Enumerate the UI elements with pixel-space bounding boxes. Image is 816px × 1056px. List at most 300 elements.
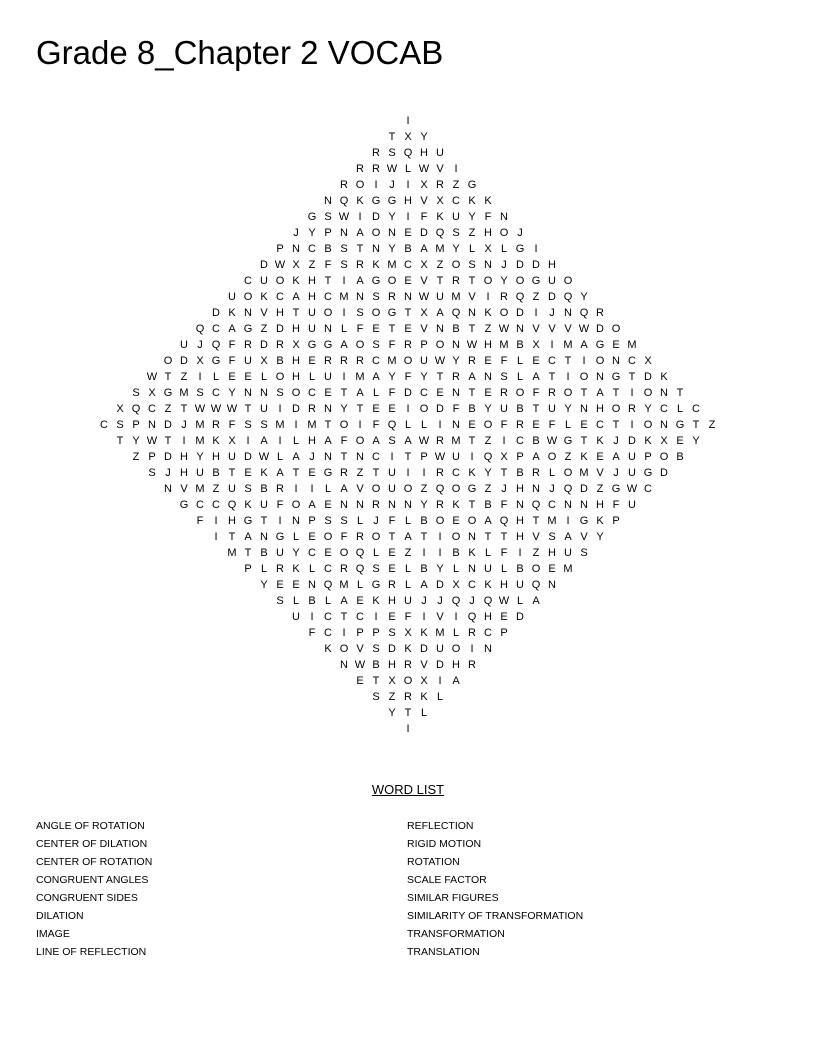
grid-letter: G	[163, 387, 173, 399]
grid-letter: E	[372, 323, 380, 335]
grid-letter: I	[406, 403, 410, 415]
grid-letter: I	[406, 179, 410, 191]
grid-letter: Q	[403, 147, 413, 159]
grid-letter: A	[244, 531, 252, 543]
grid-letter: X	[452, 579, 460, 591]
grid-letter: V	[420, 323, 428, 335]
grid-letter: T	[500, 467, 508, 479]
grid-letter: O	[323, 531, 333, 543]
grid-letter: K	[420, 627, 428, 639]
grid-letter: X	[388, 675, 396, 687]
grid-letter: R	[452, 371, 460, 383]
grid-letter: H	[276, 307, 284, 319]
grid-letter: A	[228, 323, 236, 335]
grid-letter: S	[340, 515, 348, 527]
grid-letter: N	[484, 371, 492, 383]
grid-letter: G	[643, 467, 653, 479]
grid-letter: H	[484, 339, 492, 351]
grid-letter: E	[676, 435, 684, 447]
grid-letter: I	[198, 371, 202, 383]
grid-letter: S	[548, 531, 556, 543]
grid-letter: R	[452, 275, 460, 287]
grid-letter: H	[292, 355, 300, 367]
word-list-item: TRANSLATION	[407, 946, 480, 958]
grid-letter: U	[420, 355, 428, 367]
grid-letter: A	[260, 435, 268, 447]
grid-letter: F	[612, 499, 620, 511]
grid-letter: H	[596, 403, 604, 415]
grid-letter: R	[372, 147, 380, 159]
grid-letter: O	[403, 355, 413, 367]
grid-letter: F	[308, 627, 316, 639]
grid-letter: O	[291, 499, 301, 511]
grid-letter: B	[516, 467, 524, 479]
grid-letter: B	[276, 355, 284, 367]
grid-letter: J	[421, 595, 427, 607]
grid-letter: I	[294, 483, 298, 495]
grid-letter: R	[404, 691, 412, 703]
grid-letter: P	[500, 627, 508, 639]
grid-letter: H	[596, 499, 604, 511]
grid-letter: H	[404, 195, 412, 207]
grid-letter: T	[388, 323, 396, 335]
grid-letter: E	[484, 387, 492, 399]
grid-letter: R	[356, 259, 364, 271]
grid-letter: J	[437, 595, 443, 607]
grid-letter: W	[194, 403, 206, 415]
grid-letter: E	[244, 467, 252, 479]
grid-letter: T	[356, 403, 364, 415]
grid-letter: H	[228, 515, 236, 527]
grid-letter: T	[468, 323, 476, 335]
grid-letter: U	[628, 467, 636, 479]
grid-letter: M	[547, 515, 557, 527]
word-list-item: IMAGE	[36, 928, 70, 940]
grid-letter: M	[563, 339, 573, 351]
grid-letter: D	[420, 227, 428, 239]
grid-letter: Y	[420, 499, 428, 511]
grid-letter: A	[564, 531, 572, 543]
grid-letter: M	[195, 419, 205, 431]
grid-letter: Q	[211, 339, 221, 351]
grid-letter: F	[388, 339, 396, 351]
grid-letter: S	[116, 419, 124, 431]
grid-letter: W	[386, 163, 398, 175]
grid-letter: P	[148, 451, 156, 463]
grid-letter: C	[644, 483, 652, 495]
grid-letter: I	[342, 307, 346, 319]
grid-letter: D	[372, 211, 380, 223]
grid-letter: B	[532, 435, 540, 447]
grid-letter: M	[563, 563, 573, 575]
grid-letter: L	[308, 563, 316, 575]
grid-letter: N	[356, 451, 364, 463]
grid-letter: K	[580, 451, 588, 463]
grid-letter: E	[548, 563, 556, 575]
grid-letter: O	[451, 643, 461, 655]
grid-letter: R	[324, 355, 332, 367]
grid-letter: I	[406, 467, 410, 479]
grid-letter: U	[228, 483, 236, 495]
grid-letter: U	[196, 467, 204, 479]
grid-letter: F	[228, 419, 236, 431]
grid-letter: O	[515, 387, 525, 399]
grid-letter: T	[436, 371, 444, 383]
grid-row	[0, 577, 816, 593]
grid-letter: N	[484, 643, 492, 655]
grid-letter: X	[116, 403, 124, 415]
grid-letter: Z	[212, 483, 220, 495]
grid-letter: W	[210, 403, 222, 415]
grid-letter: C	[100, 419, 108, 431]
grid-letter: X	[420, 259, 428, 271]
grid-letter: N	[308, 579, 316, 591]
grid-letter: O	[371, 483, 381, 495]
grid-letter: C	[404, 259, 412, 271]
grid-letter: E	[324, 387, 332, 399]
grid-letter: J	[517, 227, 523, 239]
grid-letter: O	[547, 451, 557, 463]
grid-letter: Z	[436, 259, 444, 271]
grid-letter: B	[260, 547, 268, 559]
grid-letter: R	[436, 499, 444, 511]
grid-letter: O	[275, 275, 285, 287]
grid-letter: E	[532, 419, 540, 431]
grid-letter: C	[548, 355, 556, 367]
grid-letter: X	[292, 259, 300, 271]
grid-letter: H	[388, 595, 396, 607]
grid-letter: M	[195, 435, 205, 447]
grid-letter: R	[388, 579, 396, 591]
grid-letter: T	[612, 387, 620, 399]
grid-letter: L	[516, 371, 524, 383]
grid-letter: V	[180, 483, 188, 495]
grid-letter: T	[260, 515, 268, 527]
grid-letter: C	[324, 627, 332, 639]
grid-letter: R	[340, 355, 348, 367]
grid-letter: T	[180, 403, 188, 415]
grid-letter: Z	[484, 483, 492, 495]
grid-letter: I	[342, 627, 346, 639]
grid-letter: T	[676, 387, 684, 399]
grid-letter: Y	[436, 563, 444, 575]
grid-letter: W	[466, 339, 478, 351]
grid-letter: A	[276, 467, 284, 479]
grid-row	[0, 481, 816, 497]
grid-letter: U	[564, 547, 572, 559]
grid-letter: G	[595, 339, 605, 351]
grid-letter: I	[566, 515, 570, 527]
grid-letter: G	[563, 435, 573, 447]
grid-letter: K	[484, 195, 492, 207]
grid-letter: G	[611, 483, 621, 495]
grid-letter: K	[324, 643, 332, 655]
grid-letter: Y	[596, 531, 604, 543]
grid-letter: U	[452, 211, 460, 223]
grid-letter: Y	[388, 707, 396, 719]
word-list-item: DILATION	[36, 910, 84, 922]
grid-letter: A	[324, 435, 332, 447]
grid-row	[0, 129, 816, 145]
grid-letter: C	[324, 291, 332, 303]
grid-letter: B	[372, 659, 380, 671]
grid-letter: I	[246, 435, 250, 447]
grid-letter: N	[564, 307, 572, 319]
grid-letter: C	[468, 579, 476, 591]
grid-letter: T	[404, 451, 412, 463]
grid-letter: Z	[164, 403, 172, 415]
grid-letter: Z	[484, 323, 492, 335]
grid-letter: E	[580, 419, 588, 431]
grid-letter: S	[244, 483, 252, 495]
grid-letter: U	[436, 643, 444, 655]
grid-letter: Z	[708, 419, 716, 431]
grid-letter: E	[356, 595, 364, 607]
grid-letter: L	[420, 419, 428, 431]
grid-letter: U	[500, 403, 508, 415]
grid-letter: P	[612, 515, 620, 527]
grid-letter: C	[324, 563, 332, 575]
grid-letter: E	[404, 227, 412, 239]
grid-letter: I	[470, 451, 474, 463]
grid-letter: N	[612, 355, 620, 367]
grid-letter: B	[260, 483, 268, 495]
grid-letter: N	[468, 563, 476, 575]
word-list-item: CENTER OF DILATION	[36, 838, 148, 850]
grid-letter: Q	[531, 499, 541, 511]
grid-letter: Q	[195, 323, 205, 335]
grid-letter: S	[388, 627, 396, 639]
grid-letter: D	[596, 323, 604, 335]
grid-letter: Z	[388, 691, 396, 703]
grid-letter: Q	[387, 419, 397, 431]
grid-letter: Q	[227, 499, 237, 511]
grid-letter: G	[579, 515, 589, 527]
grid-letter: R	[500, 291, 508, 303]
grid-letter: E	[372, 403, 380, 415]
grid-letter: F	[420, 211, 428, 223]
grid-letter: Y	[644, 403, 652, 415]
grid-letter: L	[404, 419, 412, 431]
grid-letter: D	[436, 403, 444, 415]
grid-letter: M	[387, 259, 397, 271]
grid-letter: N	[324, 451, 332, 463]
grid-letter: R	[628, 403, 636, 415]
grid-letter: F	[228, 339, 236, 351]
grid-letter: X	[644, 355, 652, 367]
grid-letter: F	[548, 419, 556, 431]
grid-letter: M	[627, 339, 637, 351]
grid-letter: O	[339, 419, 349, 431]
grid-letter: A	[292, 451, 300, 463]
grid-letter: H	[308, 435, 316, 447]
grid-letter: N	[324, 403, 332, 415]
grid-letter: G	[243, 323, 253, 335]
grid-letter: S	[388, 147, 396, 159]
grid-letter: O	[371, 227, 381, 239]
grid-letter: I	[182, 435, 186, 447]
grid-letter: C	[660, 403, 668, 415]
grid-letter: K	[468, 547, 476, 559]
grid-letter: C	[148, 403, 156, 415]
grid-letter: S	[468, 259, 476, 271]
grid-letter: X	[532, 339, 540, 351]
grid-letter: Y	[388, 211, 396, 223]
grid-letter: I	[486, 291, 490, 303]
grid-letter: T	[548, 371, 556, 383]
grid-letter: N	[404, 499, 412, 511]
grid-letter: D	[292, 403, 300, 415]
grid-letter: T	[244, 547, 252, 559]
grid-letter: I	[630, 419, 634, 431]
grid-letter: T	[324, 275, 332, 287]
grid-letter: O	[435, 339, 445, 351]
grid-letter: G	[467, 483, 477, 495]
grid-letter: R	[516, 419, 524, 431]
grid-letter: P	[644, 451, 652, 463]
grid-letter: Q	[563, 291, 573, 303]
grid-letter: L	[404, 163, 412, 175]
grid-letter: L	[452, 563, 460, 575]
grid-letter: A	[436, 307, 444, 319]
grid-letter: E	[388, 611, 396, 623]
grid-letter: V	[260, 307, 268, 319]
grid-letter: R	[356, 531, 364, 543]
grid-row	[0, 353, 816, 369]
grid-letter: U	[308, 323, 316, 335]
grid-letter: W	[338, 211, 350, 223]
grid-letter: X	[404, 627, 412, 639]
grid-letter: I	[422, 547, 426, 559]
grid-letter: S	[244, 419, 252, 431]
grid-letter: N	[260, 387, 268, 399]
grid-letter: J	[165, 467, 171, 479]
grid-letter: E	[388, 403, 396, 415]
grid-letter: N	[548, 579, 556, 591]
grid-letter: T	[468, 435, 476, 447]
grid-letter: M	[499, 339, 509, 351]
grid-letter: W	[418, 291, 430, 303]
grid-letter: R	[468, 659, 476, 671]
grid-letter: K	[468, 467, 476, 479]
grid-letter: S	[196, 387, 204, 399]
grid-letter: N	[468, 531, 476, 543]
grid-row	[0, 529, 816, 545]
grid-row	[0, 321, 816, 337]
grid-letter: X	[196, 355, 204, 367]
grid-row	[0, 401, 816, 417]
grid-letter: S	[324, 211, 332, 223]
grid-letter: N	[372, 243, 380, 255]
grid-letter: O	[499, 307, 509, 319]
grid-letter: J	[389, 179, 395, 191]
grid-letter: X	[292, 339, 300, 351]
grid-letter: Z	[532, 547, 540, 559]
grid-letter: W	[146, 371, 158, 383]
grid-letter: Q	[451, 307, 461, 319]
grid-row	[0, 497, 816, 513]
word-list-item: REFLECTION	[407, 820, 474, 832]
grid-letter: O	[451, 531, 461, 543]
grid-letter: I	[406, 211, 410, 223]
grid-letter: L	[356, 515, 364, 527]
grid-letter: S	[372, 691, 380, 703]
grid-row	[0, 257, 816, 273]
grid-letter: I	[214, 531, 218, 543]
grid-letter: F	[372, 419, 380, 431]
grid-letter: D	[212, 307, 220, 319]
grid-row	[0, 673, 816, 689]
grid-letter: S	[324, 515, 332, 527]
grid-letter: C	[452, 467, 460, 479]
grid-letter: K	[372, 259, 380, 271]
grid-letter: T	[340, 387, 348, 399]
grid-letter: R	[404, 659, 412, 671]
grid-letter: A	[308, 499, 316, 511]
grid-letter: U	[388, 467, 396, 479]
grid-letter: L	[324, 595, 332, 607]
word-list-item: CONGRUENT ANGLES	[36, 874, 149, 886]
grid-row	[0, 193, 816, 209]
grid-letter: I	[454, 163, 458, 175]
grid-letter: G	[371, 275, 381, 287]
grid-letter: S	[388, 435, 396, 447]
grid-letter: G	[323, 467, 333, 479]
grid-letter: F	[324, 259, 332, 271]
grid-letter: P	[308, 515, 316, 527]
grid-letter: S	[132, 387, 140, 399]
grid-letter: L	[372, 387, 380, 399]
grid-letter: O	[595, 355, 605, 367]
grid-letter: C	[452, 195, 460, 207]
grid-letter: S	[276, 595, 284, 607]
grid-letter: I	[422, 611, 426, 623]
grid-letter: L	[436, 691, 444, 703]
grid-letter: N	[516, 499, 524, 511]
grid-letter: C	[308, 243, 316, 255]
grid-letter: J	[501, 483, 507, 495]
grid-letter: C	[324, 611, 332, 623]
grid-letter: E	[356, 675, 364, 687]
grid-letter: I	[454, 611, 458, 623]
grid-letter: O	[515, 275, 525, 287]
grid-row	[0, 113, 816, 129]
grid-letter: O	[531, 563, 541, 575]
grid-letter: Y	[260, 579, 268, 591]
grid-letter: A	[340, 595, 348, 607]
grid-letter: U	[260, 403, 268, 415]
grid-row	[0, 433, 816, 449]
grid-letter: Z	[532, 291, 540, 303]
grid-letter: C	[548, 499, 556, 511]
grid-letter: R	[372, 163, 380, 175]
grid-letter: M	[227, 547, 237, 559]
grid-letter: I	[438, 531, 442, 543]
grid-letter: U	[180, 339, 188, 351]
grid-letter: M	[339, 291, 349, 303]
grid-letter: D	[548, 291, 556, 303]
grid-letter: T	[356, 243, 364, 255]
grid-letter: Z	[484, 435, 492, 447]
grid-letter: X	[420, 675, 428, 687]
grid-letter: G	[275, 531, 285, 543]
grid-letter: G	[307, 339, 317, 351]
grid-letter: V	[532, 531, 540, 543]
grid-letter: A	[532, 451, 540, 463]
grid-letter: P	[516, 451, 524, 463]
grid-row	[0, 593, 816, 609]
grid-letter: N	[388, 227, 396, 239]
